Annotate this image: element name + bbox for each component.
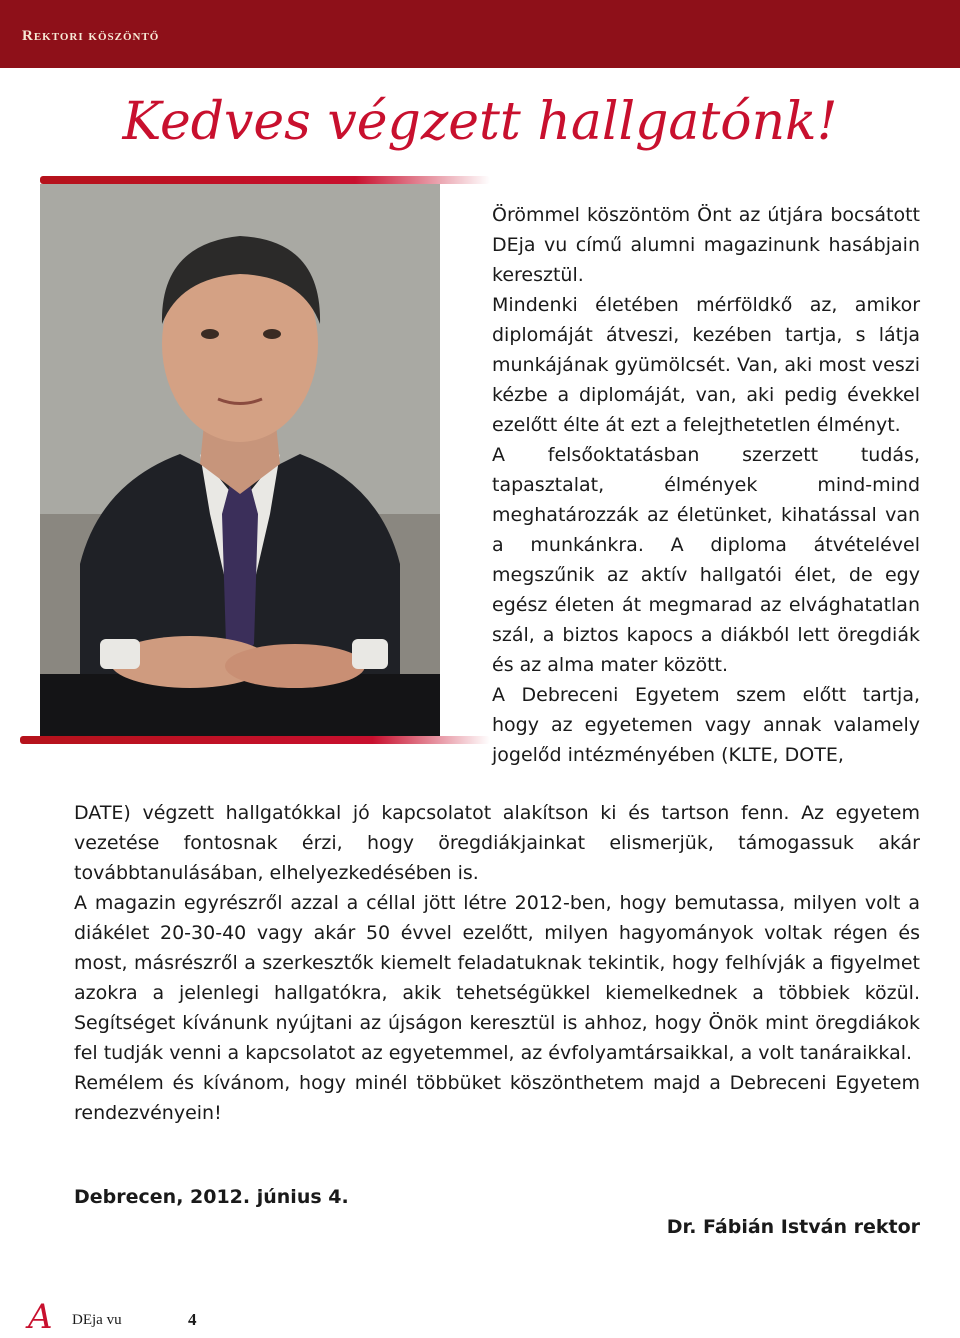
paragraph: Örömmel köszöntöm Önt az útjára bocsátott DEja vu című alumni magazinunk hasábjain keresztül.	[492, 204, 920, 286]
magazine-logo: A	[28, 1297, 53, 1337]
portrait-photo	[40, 184, 440, 736]
column-text	[492, 200, 920, 770]
paragraph: A magazin egyrészről azzal a céllal jött létre 2012-ben, hogy bemutassa, milyen volt a diákélet 20-30-40 vagy akár 50 évvel ezelőtt, milyen hagyományok voltak régen és most, másrészről a szerkesztők kiemelt feladatuknak tekintik, hogy felhívják a figyelmet azokra a jelenlegi hallgatókra, akik tehetségükkel kiemelkednek a többiek közül. Segítséget kívánunk nyújtani az újságon keresztül is ahhoz, hogy Önök mint öregdiákok fel tudják venni a kapcsolatot az egyetemmel, az évfolyamtársaikkal, a volt tanáraikkal.	[74, 892, 920, 1064]
portrait-frame	[40, 176, 490, 748]
paragraph: Remélem és kívánom, hogy minél többüket köszönthetem majd a Debreceni Egyetem rendezvényein!	[74, 1072, 920, 1124]
page-number: 4	[188, 1310, 197, 1329]
frame-bottom-accent	[20, 736, 490, 744]
frame-top-accent	[40, 176, 490, 184]
signature-name: Dr. Fábián István rektor	[666, 1216, 920, 1238]
paragraph: DATE) végzett hallgatókkal jó kapcsolatot alakítson ki és tartson fenn. Az egyetem vezetése fontosnak érzi, hogy öregdiákjainkat elismerjük, támogassuk akár továbbtanulásában, elhelyezkedésében is.	[74, 802, 920, 884]
full-width-text	[74, 798, 920, 1128]
portrait-illustration	[40, 184, 440, 736]
paragraph: A felsőoktatásban szerzett tudás, tapasztalat, élmények mind-mind meghatározzák az életünket, kihatással van a munkánkra. A diploma átvételével megszűnik az aktív hallgatói élet, de egy egész életen át megmarad az elvághatatlan szál, a biztos kapocs a diákból lett öregdiák és az alma mater között.	[492, 444, 920, 676]
paragraph: A Debreceni Egyetem szem előtt tartja, hogy az egyetemen vagy annak valamely jogelőd intézményében (KLTE, DOTE,	[492, 684, 920, 766]
footer	[28, 1297, 328, 1337]
signature-date: Debrecen, 2012. június 4.	[74, 1186, 349, 1208]
header-bar	[0, 0, 960, 68]
magazine-name: DEja vu	[72, 1312, 122, 1328]
page-title: Kedves végzett hallgatónk!	[122, 92, 838, 152]
section-label: Rektori köszöntő	[22, 28, 160, 44]
paragraph: Mindenki életében mérföldkő az, amikor diplomáját átveszi, kezében tartja, s látja munkájának gyümölcsét. Van, aki most veszi kézbe a diplomáját, van, aki pedig évekkel ezelőtt élte át ezt a felejthetetlen élményt.	[492, 294, 920, 436]
